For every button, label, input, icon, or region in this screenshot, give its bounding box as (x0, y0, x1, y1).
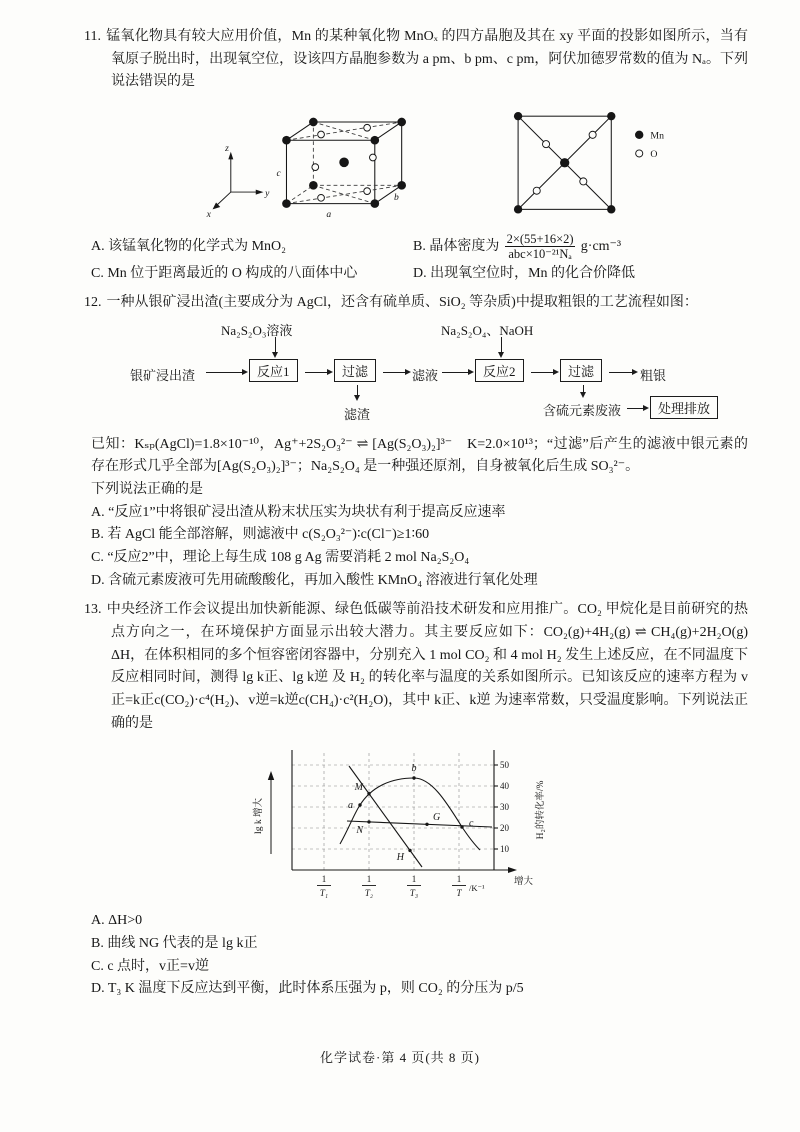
option-c: C. Mn 位于距离最近的 O 构成的八面体中心 (91, 266, 358, 282)
fraction-numerator: 2×(55+16×2) (506, 231, 574, 246)
edge-a-label: a (326, 209, 332, 221)
option-d: D. T₃ K 温度下反应达到平衡，此时体系压强为 p，则 CO₂ 的分压为 p/5 (91, 981, 524, 997)
question-text: 中央经济工作会议提出加快新能源、绿色低碳等前沿技术研发和应用推广。CO₂ 甲烷化是目前研究的热点方向之一，在环境保护方面显示出较大潜力。其主要反应如下：CO₂(g)+4H₂(g) ⇌ CH₄(g)+2H₂O(g) ΔH，在体积相同的多个恒容密闭容器中，分别充入 1 mol CO₂ 和 4 mol H₂ 发生上述反应，在不同温度下反应相同时间，测得 lg k正、lg k逆 及 H₂ 的转化率与温度的关系如图所示。已知该反应的速率方程为 v正=k正c(CO₂)·c⁴(H₂)、v逆=k逆c(CH₄)·c²(H₂O)，其中 k正、k逆 为速率常数，只受温度影响。下列说法正确的是 (106, 602, 762, 731)
residue-label: 滤渣 (344, 406, 371, 422)
arrow-right-icon (305, 372, 331, 373)
ytick-50: 50 (500, 760, 509, 771)
process-flow-diagram (106, 320, 748, 432)
edge-b-label: b (393, 191, 399, 203)
x-increase-label: 增大 (514, 877, 534, 888)
option-c: C. “反应2”中，理论上每生成 108 g Ag 需要消耗 2 mol Na₂S₂O₄ (91, 550, 470, 566)
point-markers (358, 777, 463, 853)
question-11-stem (84, 26, 748, 94)
question-number: 12. (84, 295, 102, 311)
ytick-20: 20 (500, 823, 509, 834)
point-H-label: H (396, 852, 404, 864)
arrow-right-icon (383, 372, 409, 373)
xtick2-den: T₂ (364, 888, 374, 899)
point-G-label: G (433, 812, 441, 824)
axis-z-label: z (225, 142, 229, 154)
kinetics-chart (252, 738, 748, 908)
axis-x-label: x (206, 209, 211, 221)
ytick-30: 30 (500, 802, 509, 813)
mn-legend-icon (635, 130, 643, 138)
xtick-fractions (317, 874, 466, 898)
y-axis-right-label: H₂的转化率/% (536, 781, 546, 840)
question-11 (84, 26, 748, 285)
options-row-2 (91, 263, 748, 285)
x-unit-label: /K⁻¹ (469, 883, 485, 894)
arrow-right-icon (609, 372, 636, 373)
axis-y-label: y (265, 187, 270, 199)
xtick4-den: T (456, 888, 462, 899)
question-number: 11. (84, 29, 101, 44)
point-c-label: c (469, 818, 474, 830)
arrow-right-icon (442, 372, 472, 373)
grid-lines (292, 752, 494, 870)
flow-box-treatment: 处理排放 (650, 396, 718, 419)
flow-box-filter1: 过滤 (334, 359, 376, 382)
question-13-stem (84, 599, 762, 735)
question-13 (84, 599, 762, 1001)
option-d: D. 含硫元素废液可先用硫酸酸化，再加入酸性 KMnO₄ 溶液进行氧化处理 (91, 572, 538, 588)
ytick-10: 10 (500, 844, 509, 855)
q13-chart (252, 738, 552, 903)
xtick4-num: 1 (456, 874, 462, 885)
arrow-down-icon (583, 385, 584, 396)
flow-box-filter2: 过滤 (560, 359, 602, 382)
question-ask: 下列说法正确的是 (91, 482, 203, 498)
options-row-1 (91, 232, 748, 262)
page-footer: 化学试卷·第 4 页(共 8 页) (320, 1050, 480, 1065)
arrow-down-icon (501, 337, 502, 356)
question-text: 锰氧化物具有较大应用价值，Mn 的某种氧化物 MnOₓ 的四方晶胞及其在 xy 平面的投影如图所示，当有氧原子脱出时，出现氧空位，设该四方晶胞参数为 a pm、b pm、c pm，阿伏加德罗常数的值为 Nₐ。下列说法错误的是 (105, 29, 748, 90)
point-b-label: b (411, 763, 417, 775)
fraction-denominator: abc×10⁻²¹Nₐ (505, 246, 574, 261)
filtrate-label: 滤液 (412, 367, 439, 383)
option-a: A. ΔH>0 (91, 913, 143, 929)
o-legend-icon (636, 149, 643, 156)
option-b (413, 232, 748, 262)
reagent1-label: Na₂S₂O₃溶液 (221, 322, 293, 338)
question-12 (84, 292, 748, 592)
flow-box-reaction2: 反应2 (475, 359, 524, 382)
unit-cell-figure (202, 98, 442, 228)
point-N-label: N (356, 825, 363, 837)
point-M-label: M (354, 782, 363, 794)
options-q11 (91, 232, 748, 285)
option-c: C. c 点时，v正=v逆 (91, 958, 209, 974)
xtick3-den: T₃ (409, 888, 419, 899)
xtick2-num: 1 (366, 874, 372, 885)
option-d: D. 出现氧空位时，Mn 的化合价降低 (413, 266, 636, 282)
xtick3-num: 1 (411, 874, 417, 885)
arrow-down-icon (357, 385, 358, 399)
feed-label: 银矿浸出渣 (130, 367, 196, 383)
lgk-increase-arrow (268, 771, 274, 854)
waste-label: 含硫元素废液 (543, 402, 622, 418)
arrow-right-icon (627, 408, 647, 409)
option-b: B. 曲线 NG 代表的是 lg k正 (91, 936, 258, 952)
question-number: 13. (84, 602, 102, 618)
projection-figure (492, 105, 697, 221)
product-label: 粗银 (640, 367, 667, 383)
arrow-down-icon (275, 337, 276, 356)
arrow-right-icon (531, 372, 557, 373)
ytick-40: 40 (500, 781, 509, 792)
flow-box-reaction1: 反应1 (249, 359, 298, 382)
legend (635, 130, 664, 160)
option-b-prefix: B. 晶体密度为 (413, 238, 500, 254)
option-a: A. 该锰氧化物的化学式为 MnO₂ (91, 238, 287, 254)
crystal-figures (202, 98, 748, 228)
y-axis-left-label: lg k 增大 (254, 798, 264, 835)
arrow-right-icon (206, 372, 246, 373)
known-info: 已知：Kₛₚ(AgCl)=1.8×10⁻¹⁰，Ag⁺+2S₂O₃²⁻ ⇌ [Ag(S₂O₃)₂]³⁻ K=2.0×10¹³；“过滤”后产生的滤液中银元素的存在形式几乎全部为[Ag(S₂O₃)₂]³⁻；Na₂S₂O₄ 是一种强还原剂，自身被氧化后生成 SO₃²⁻。 (91, 436, 748, 475)
option-b: B. 若 AgCl 能全部溶解，则滤液中 c(S₂O₃²⁻)∶c(Cl⁻)≥1∶60 (91, 527, 430, 543)
edge-c-label: c (276, 167, 281, 179)
xtick1-den: T₁ (319, 888, 329, 899)
legend-o-label: O (650, 148, 658, 160)
legend-mn-label: Mn (650, 130, 664, 142)
axes-indicator (213, 152, 264, 210)
x-axis-arrowhead (508, 867, 517, 873)
option-b-unit: g·cm⁻³ (580, 238, 622, 254)
xtick1-num: 1 (321, 874, 327, 885)
density-fraction (505, 232, 574, 262)
reagent2-label: Na₂S₂O₄、NaOH (441, 322, 534, 338)
question-text: 一种从银矿浸出渣(主要成分为 AgCl，还含有硫单质、SiO₂ 等杂质)中提取粗银的工艺流程如图： (106, 295, 698, 311)
option-a: A. “反应1”中将银矿浸出渣从粉末状压实为块状有利于提高反应速率 (91, 504, 506, 520)
question-12-stem (84, 292, 748, 315)
point-a-label: a (348, 800, 353, 812)
